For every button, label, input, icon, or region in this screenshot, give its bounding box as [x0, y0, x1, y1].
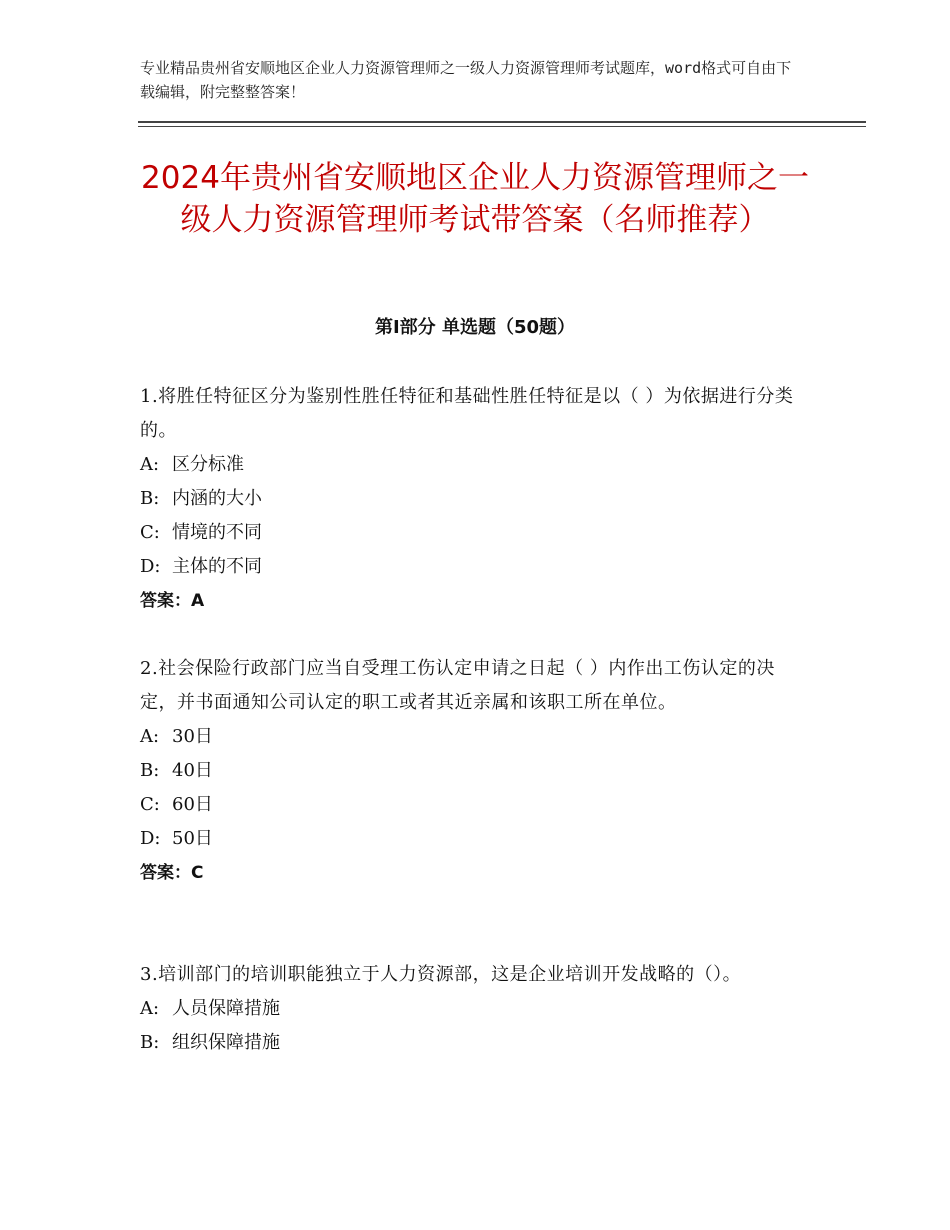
option-text: 内涵的大小	[172, 488, 262, 509]
question-3	[140, 958, 810, 1060]
option-c	[140, 516, 810, 550]
option-key: A:	[140, 998, 160, 1019]
option-text: 40日	[172, 760, 213, 781]
question-stem: 1.将胜任特征区分为鉴别性胜任特征和基础性胜任特征是以（ ）为依据进行分类的。	[140, 386, 794, 441]
option-key: B:	[140, 1032, 160, 1053]
option-b	[140, 482, 810, 516]
option-key: D:	[140, 828, 161, 849]
option-text: 主体的不同	[172, 556, 262, 577]
header-rule-thick	[138, 121, 866, 123]
option-d	[140, 822, 810, 856]
section-title: 第Ⅰ部分 单选题（50题）	[374, 317, 575, 338]
header-rule-thin	[138, 126, 866, 127]
option-text: 区分标准	[172, 454, 244, 475]
option-key: A:	[140, 726, 160, 747]
option-text: 30日	[172, 726, 213, 747]
option-text: 组织保障措施	[172, 1032, 280, 1053]
option-a	[140, 448, 810, 482]
question-stem: 3.培训部门的培训职能独立于人力资源部，这是企业培训开发战略的（）。	[140, 964, 742, 985]
header-note: 专业精品贵州省安顺地区企业人力资源管理师之一级人力资源管理师考试题库，word格式可自由下载编辑，附完整整答案！	[140, 59, 792, 101]
option-key: B:	[140, 760, 160, 781]
option-text: 60日	[172, 794, 213, 815]
option-key: C:	[140, 794, 160, 815]
option-key: B:	[140, 488, 160, 509]
option-key: C:	[140, 522, 160, 543]
option-a	[140, 720, 810, 754]
question-2	[140, 652, 810, 890]
option-c	[140, 788, 810, 822]
question-1	[140, 380, 810, 618]
option-b	[140, 754, 810, 788]
document-title: 2024年贵州省安顺地区企业人力资源管理师之一级人力资源管理师考试带答案（名师推荐）	[141, 160, 809, 238]
answer: 答案：A	[140, 591, 205, 611]
answer: 答案：C	[140, 863, 204, 883]
question-stem: 2.社会保险行政部门应当自受理工伤认定申请之日起（ ）内作出工伤认定的决定，并书面通知公司认定的职工或者其近亲属和该职工所在单位。	[140, 658, 775, 713]
option-text: 情境的不同	[172, 522, 262, 543]
option-text: 50日	[172, 828, 213, 849]
option-d	[140, 550, 810, 584]
option-key: A:	[140, 454, 160, 475]
option-a	[140, 992, 810, 1026]
option-b	[140, 1026, 810, 1060]
option-text: 人员保障措施	[172, 998, 280, 1019]
option-key: D:	[140, 556, 161, 577]
